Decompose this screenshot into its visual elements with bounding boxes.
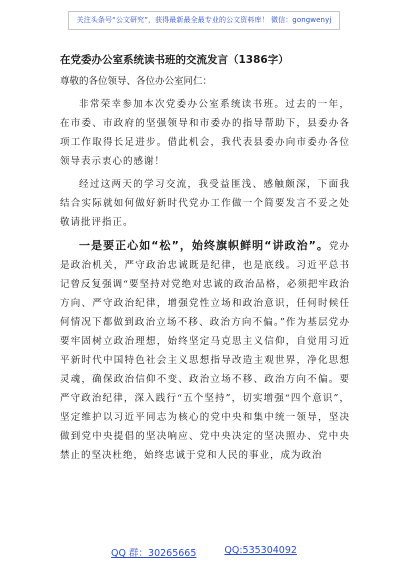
section-1-lead: 一是要正心如“松”，始终旗帜鲜明“讲政治”。 (79, 239, 329, 252)
document-body (60, 50, 350, 465)
paragraph-transition: 经过这两天的学习交流，我受益匪浅、感触颇深，下面我结合实际就如何做好新时代党办工作做一个简要发言不妥之处敬请批评指正。 (60, 179, 350, 228)
qq-contact-link[interactable]: QQ:535304092 (224, 545, 297, 556)
salutation: 尊敬的各位领导、各位办公室同仁： (60, 76, 213, 87)
promo-banner-text: 关注头条号“公文研究”，获得最新最全最专业的公文资料库！ 微信：gongwenyj (68, 11, 341, 30)
paragraph-intro: 非常荣幸参加本次党委办公室系统读书班。过去的一年，在市委、市政府的坚强领导和市委办的指导帮助下，县委办各项工作取得长足进步。借此机会，我代表县委办向市委办各位领导表示衷心的感谢！ (60, 99, 350, 167)
top-banner (0, 0, 408, 40)
qq-group-link[interactable]: QQ 群：30265665 (111, 548, 197, 559)
section-1-body: 党办是政治机关，严守政治忠诚既是纪律，也是底线。习近平总书记曾反复强调“要坚持对党绝对忠诚的政治品格，必须把牢政治方向、严守政治纪律，增强党性立场和政治意识，任何时候任何情况下都做到政治立场不移、政治方向不偏。”作为基层党办要牢固树立政治理想，始终坚定马克思主义信仰，自觉用习近平新时代中国特色社会主义思想指导改造主观世界，净化思想灵魂，确保政治信仰不变、政治立场不移、政治方向不偏。要严守政治纪律，深入践行“五个坚持”，切实增强“四个意识”，坚定维护以习近平同志为核心的党中央和集中统一领导，坚决做到党中央提倡的坚决响应、党中央决定的坚决照办、党中央禁止的坚决杜绝，始终忠诚于党和人民的事业，成为政治 (60, 241, 350, 461)
footer (0, 545, 408, 559)
section-1-paragraph (60, 236, 350, 465)
document-title: 在党委办公室系统读书班的交流发言（1386字） (60, 54, 289, 66)
